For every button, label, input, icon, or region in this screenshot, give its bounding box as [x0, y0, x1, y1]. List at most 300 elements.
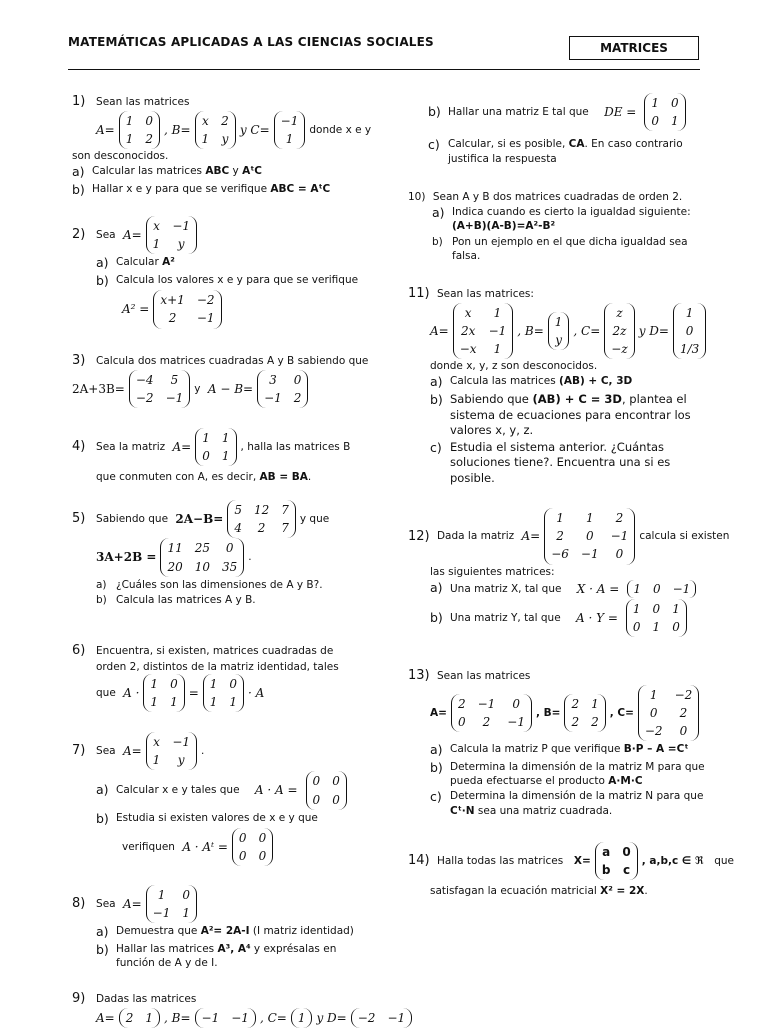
item-text: ¿Cuáles son las dimensiones de A y B?. — [116, 578, 323, 591]
item-text: Una matriz X, tal que — [450, 582, 562, 595]
question-text: . — [644, 885, 648, 898]
matrix — [160, 538, 244, 576]
matrix-label: , C= — [609, 706, 634, 719]
item-text: sistema de ecuaciones para encontrar los — [450, 407, 691, 422]
item-bold: , a,b,c ∈ ℜ — [641, 855, 704, 868]
matrix-label: A= — [122, 228, 142, 243]
question-11 — [408, 285, 708, 486]
item-bold: A³, A⁴ — [217, 943, 251, 956]
matrix-cell: 1 — [157, 888, 166, 902]
item-bold: ABC = AᵗC — [270, 182, 331, 195]
question-text: . — [307, 471, 312, 484]
matrix-cell: 20 — [167, 559, 183, 574]
matrix-cell: −1 — [477, 696, 496, 711]
item-letter: a) — [72, 164, 85, 180]
matrix-cell: x — [153, 735, 160, 749]
question-text: Sean las matrices — [436, 669, 531, 682]
equation-label: 2A−B= — [175, 512, 224, 527]
question-number: 1) — [72, 94, 86, 109]
equation-label: A · Aᵗ = — [182, 839, 228, 854]
item-bold: CA — [568, 138, 585, 151]
matrix-cell: 0 — [293, 372, 302, 387]
matrix-cell: 0 — [332, 792, 340, 807]
matrix-label: , B= — [535, 706, 561, 719]
item-letter: b) — [432, 235, 443, 248]
matrix-cell: 0 — [649, 705, 658, 720]
matrix-label: , C= — [573, 323, 601, 338]
equation-label: = — [188, 685, 199, 700]
matrix-cell: −2 — [196, 293, 215, 308]
matrix-label: A= — [122, 744, 142, 759]
matrix-cell: 2 — [571, 714, 580, 729]
matrix-cell: 0 — [258, 848, 267, 863]
question-8 — [72, 885, 372, 971]
item-bold: (AB) + C, 3D — [559, 375, 633, 388]
matrix-cell: 7 — [281, 521, 289, 536]
question-number: 12) — [408, 528, 430, 544]
question-number: 13) — [408, 668, 430, 683]
matrix-cell: 1/3 — [679, 341, 700, 356]
question-9 — [72, 990, 406, 1028]
item-letter: c) — [430, 789, 442, 805]
matrix-cell: 10 — [194, 559, 211, 574]
item-text: Una matriz Y, tal que — [450, 612, 561, 625]
matrix — [143, 674, 184, 712]
matrix — [627, 580, 696, 598]
matrix-cell: −1 — [172, 735, 191, 749]
question-number: 2) — [72, 227, 86, 243]
matrix-cell: 0 — [685, 323, 694, 338]
question-12 — [408, 508, 730, 637]
item-letter: b) — [430, 609, 443, 625]
matrix-cell: 2 — [556, 529, 564, 544]
matrix-cell: 0 — [585, 529, 594, 544]
item-text: verifiquen — [122, 840, 175, 853]
matrix — [604, 303, 634, 360]
item-text: Indica cuando es cierto la igualdad siguiente: — [452, 206, 691, 219]
matrix-cell: 12 — [253, 503, 270, 517]
question-number: 11) — [408, 286, 430, 301]
matrix-cell: 1 — [152, 237, 161, 252]
matrix-cell: 0 — [457, 714, 466, 729]
matrix-cell: 2 — [679, 705, 688, 720]
matrix-label: , B= — [164, 1010, 191, 1025]
question-text: y — [194, 382, 201, 395]
item-text: justifica la respuesta — [448, 152, 557, 165]
matrix-cell: −1 — [580, 547, 599, 562]
matrix-cell: −2 — [644, 723, 663, 738]
matrix-label: y C= — [239, 122, 270, 137]
matrix-cell: −1 — [507, 714, 525, 729]
equation-label: 3A+2B = — [96, 550, 157, 565]
matrix-cell: −1 — [610, 529, 629, 544]
matrix-cell: 1 — [493, 305, 502, 320]
question-text: que — [96, 686, 116, 699]
matrix — [351, 1008, 412, 1028]
section-box — [569, 36, 699, 60]
matrix — [548, 312, 570, 350]
matrix-cell: 1 — [221, 449, 230, 464]
equation-label: DE = — [604, 105, 637, 120]
matrix-cell: x — [464, 305, 472, 320]
item-text: Calcular x e y tales que — [116, 784, 240, 797]
matrix-label: A= — [430, 323, 449, 338]
matrix-cell: 5 — [170, 372, 179, 387]
matrix-cell: 0 — [671, 96, 679, 110]
matrix-cell: −1 — [672, 581, 691, 596]
equation-label: · A — [248, 685, 265, 700]
matrix — [232, 828, 273, 866]
matrix-cell: −x — [459, 341, 477, 356]
equation-label: A · — [123, 685, 140, 700]
matrix-cell: 1 — [651, 96, 659, 110]
matrix-cell: 1 — [182, 906, 191, 921]
matrix-cell: 1 — [152, 753, 161, 768]
question-number: 3) — [72, 353, 86, 368]
matrix-cell: 5 — [234, 503, 242, 517]
item-letter: b) — [96, 593, 107, 606]
item-bold: B·P – A =Cᵗ — [623, 743, 689, 756]
matrix — [291, 1008, 313, 1028]
question-text: son desconocidos. — [72, 149, 169, 162]
question-number: 7) — [72, 743, 86, 759]
matrix-cell: 0 — [652, 581, 661, 596]
equation-label: 2A+3B= — [72, 381, 125, 396]
matrix-cell: −1 — [201, 1010, 220, 1025]
item-text: Hallar las matrices — [116, 943, 218, 956]
matrix-cell: 1 — [170, 694, 178, 709]
matrix-cell: 1 — [145, 1010, 154, 1025]
matrix-cell: 1 — [202, 431, 210, 445]
matrix-cell: −2 — [135, 390, 154, 405]
matrix-label: A= — [122, 897, 142, 912]
item-bold: X² = 2X — [600, 885, 645, 898]
question-1 — [72, 93, 372, 199]
item-text: Demuestra que — [116, 925, 201, 938]
matrix — [544, 508, 635, 565]
question-3 — [72, 352, 372, 408]
equation-label: A · Y = — [576, 611, 618, 626]
matrix-cell: 1 — [554, 314, 563, 329]
question-text: Sabiendo que — [96, 513, 169, 526]
item-letter: a) — [96, 578, 107, 591]
matrix-cell: −4 — [135, 372, 154, 387]
matrix — [644, 93, 685, 131]
header-divider — [68, 69, 700, 70]
matrix-cell: 0 — [145, 113, 154, 128]
question-text: Calcula dos matrices cuadradas A y B sabiendo que — [96, 354, 369, 367]
question-number: 6) — [72, 643, 86, 658]
matrix — [146, 885, 197, 923]
matrix-cell: b — [601, 863, 611, 878]
matrix — [119, 1008, 160, 1028]
matrix-cell: 1 — [285, 131, 294, 146]
matrix-cell: 0 — [238, 830, 247, 845]
matrix — [203, 674, 244, 712]
question-number: 10) — [408, 191, 426, 203]
matrix-cell: 0 — [238, 848, 247, 863]
matrix-cell: 1 — [652, 620, 661, 635]
matrix-cell: 0 — [312, 792, 321, 807]
matrix-cell: −1 — [488, 323, 507, 338]
question-text: Sea — [96, 898, 116, 911]
question-text: y que — [299, 513, 330, 526]
question-text: que conmuten con A, es decir, — [96, 471, 260, 484]
item-letter: a) — [96, 255, 109, 271]
item-bold: Cᵗ·N — [450, 804, 475, 817]
matrix-cell: 2 — [145, 131, 154, 146]
matrix-cell: 2 — [482, 714, 491, 729]
section-label: MATRICES — [600, 40, 668, 55]
question-14 — [408, 842, 734, 899]
matrix-cell: 35 — [222, 559, 238, 574]
matrix-cell: 3 — [269, 372, 277, 387]
matrix-cell: 0 — [512, 696, 520, 711]
item-text: Calcular — [116, 256, 163, 269]
question-text: Sean A y B dos matrices cuadradas de orden 2. — [432, 191, 683, 203]
matrix-cell: −1 — [264, 390, 282, 405]
question-text: donde x e y — [309, 123, 372, 136]
matrix-cell: −1 — [196, 311, 215, 326]
question-text: , halla las matrices B — [240, 441, 351, 454]
matrix-cell: 2 — [125, 1010, 134, 1025]
matrix — [451, 694, 532, 732]
matrix — [195, 111, 236, 149]
matrix-cell: 1 — [671, 114, 679, 129]
matrix — [257, 370, 308, 408]
item-bold: (AB) + C = 3D — [532, 392, 622, 407]
item-text: Estudia si existen valores de x e y que — [116, 811, 318, 824]
matrix-cell: 1 — [209, 694, 218, 709]
matrix — [453, 303, 514, 360]
question-13 — [408, 667, 708, 818]
question-text: donde x, y, z son desconocidos. — [430, 360, 598, 373]
matrix-cell: 1 — [556, 511, 564, 525]
matrix-cell: 2 — [221, 113, 229, 128]
question-text: Sea — [96, 229, 116, 242]
matrix-label: , C= — [259, 1010, 287, 1025]
question-text: calcula si existen — [639, 530, 730, 543]
matrix-cell: 1 — [649, 687, 658, 702]
matrix-cell: 2 — [257, 521, 266, 536]
item-bold: ABC — [205, 165, 230, 178]
matrix-cell: 2 — [571, 696, 580, 711]
item-text: . En caso contrario — [584, 138, 683, 151]
matrix-cell: 0 — [202, 449, 210, 464]
matrix-cell: 1 — [150, 676, 159, 691]
matrix-cell: 2 — [615, 511, 624, 525]
matrix-cell: 0 — [672, 620, 680, 635]
matrix-cell: 0 — [225, 541, 234, 556]
matrix-cell: 0 — [332, 774, 340, 789]
item-bold: A·M·C — [608, 775, 643, 788]
question-text: Encuentra, si existen, matrices cuadradas de — [96, 644, 334, 657]
matrix-label: , B= — [517, 323, 544, 338]
matrix-cell: 0 — [651, 114, 659, 129]
matrix — [673, 303, 706, 360]
item-letter: b) — [96, 942, 109, 958]
matrix-cell: −1 — [165, 390, 184, 405]
matrix-cell: −1 — [387, 1010, 406, 1025]
question-10 — [408, 190, 708, 263]
item-letter: a) — [96, 924, 109, 940]
question-7 — [72, 732, 372, 866]
matrix-cell: x+1 — [160, 293, 185, 308]
matrix-label: A= — [96, 122, 115, 137]
matrix-cell: −1 — [280, 113, 299, 128]
matrix — [153, 290, 221, 328]
matrix-cell: 0 — [229, 676, 238, 691]
item-text: Calcula las matrices A y B. — [116, 593, 256, 606]
item-letter: b) — [430, 392, 443, 408]
item-text: Hallar una matriz E tal que — [448, 106, 589, 119]
matrix-cell: 1 — [493, 341, 502, 356]
question-text: Dadas las matrices — [96, 992, 197, 1005]
question-4 — [72, 428, 372, 485]
matrix-cell: 25 — [194, 541, 211, 556]
item-bold: AB = BA — [259, 471, 308, 484]
matrix — [195, 1008, 256, 1028]
item-letter: b) — [72, 181, 85, 197]
item-text: Estudia el sistema anterior. ¿Cuántas — [450, 439, 665, 454]
matrix — [146, 732, 197, 770]
matrix-cell: 0 — [615, 547, 624, 562]
item-text: pueda efectuarse el producto — [450, 775, 609, 788]
matrix-cell: −2 — [674, 687, 693, 702]
question-number: 9) — [72, 991, 86, 1006]
question-text: Sea — [96, 745, 116, 758]
matrix-label: A= — [172, 440, 192, 455]
matrix-cell: 1 — [150, 694, 159, 709]
matrix-label: y D= — [638, 323, 669, 338]
equation-label: A − B= — [207, 381, 254, 396]
item-letter: a) — [430, 374, 443, 390]
item-text: Calcula los valores x e y para que se verifique — [116, 274, 359, 287]
matrix-cell: 1 — [672, 601, 680, 616]
question-text: Sea la matriz — [96, 441, 166, 454]
question-text: Sean las matrices — [96, 95, 190, 108]
question-6 — [72, 642, 372, 712]
question-number: 5) — [72, 511, 86, 527]
question-text: las siguientes matrices: — [430, 565, 555, 578]
item-text: , plantea el — [621, 392, 687, 407]
item-text: Calcular, si es posible, — [448, 138, 569, 151]
matrix-cell: 2 — [168, 311, 177, 326]
matrix-cell: y — [221, 131, 229, 146]
item-text: Calcular las matrices — [92, 165, 206, 178]
equation-label: A · A = — [254, 783, 298, 798]
matrix-cell: 1 — [221, 431, 230, 445]
matrix-cell: 0 — [622, 845, 631, 859]
matrix — [227, 500, 296, 538]
item-text: falsa. — [452, 249, 481, 262]
item-text: sea una matriz cuadrada. — [474, 804, 613, 817]
matrix-cell: 2 — [591, 714, 599, 729]
matrix-cell: 2 — [457, 696, 466, 711]
item-text: Pon un ejemplo en el que dicha igualdad sea — [452, 235, 688, 248]
item-text: función de A y de I. — [116, 957, 218, 970]
matrix-cell: 0 — [170, 676, 178, 691]
matrix-cell: 7 — [281, 503, 289, 517]
question-text: que — [714, 855, 734, 868]
matrix — [595, 842, 638, 880]
matrix-label: A= — [430, 706, 447, 719]
matrix-cell: 1 — [125, 113, 134, 128]
question-text: orden 2, distintos de la matriz identidad, tales — [96, 660, 339, 673]
item-text: Determina la dimensión de la matriz M para que — [450, 760, 705, 773]
item-bold: A² — [162, 256, 175, 269]
matrix — [564, 694, 605, 732]
question-5: 5) Sabiendo que 2A−B= 5 12 7 4 2 7 y que 3A+2B = 11 25 0 20 10 35 . a) ¿Cuáles son las dimensiones de A y B?. b) Calcula las matrices A y B. — [72, 500, 372, 607]
matrix-cell: x — [153, 219, 160, 233]
item-text: Sabiendo que — [450, 392, 533, 407]
item-letter: b) — [428, 103, 441, 119]
item-letter: a) — [432, 205, 445, 221]
matrix-label: X= — [573, 855, 591, 868]
matrix-cell: 0 — [258, 830, 267, 845]
matrix-cell: 1 — [229, 694, 238, 709]
matrix-label: , B= — [164, 122, 191, 137]
matrix-cell: 1 — [201, 131, 210, 146]
matrix-cell: 1 — [209, 676, 218, 691]
question-text: Halla todas las matrices — [436, 855, 564, 868]
matrix-cell: 0 — [632, 620, 641, 635]
matrix-cell: 1 — [297, 1010, 306, 1025]
item-letter: c) — [428, 137, 440, 153]
matrix-cell: 1 — [585, 511, 594, 525]
matrix-cell: 1 — [633, 581, 641, 596]
matrix-cell: −1 — [152, 906, 171, 921]
item-letter: a) — [430, 742, 443, 758]
matrix-cell: 4 — [234, 521, 242, 536]
matrix — [146, 216, 197, 254]
matrix-cell: −1 — [231, 1010, 249, 1025]
item-text: Hallar x e y para que se verifique — [92, 182, 271, 195]
equation-label: X · A = — [576, 581, 620, 596]
item-text: y — [229, 165, 243, 178]
matrix — [638, 685, 699, 742]
question-number: 14) — [408, 853, 430, 869]
matrix-cell: 1 — [632, 601, 641, 616]
matrix-cell: 2 — [293, 390, 302, 405]
matrix-cell: 2x — [460, 323, 476, 338]
item-bold: (A+B)(A-B)=A²-B² — [452, 220, 556, 233]
item-text: Calcula las matrices — [450, 375, 560, 388]
matrix — [195, 428, 236, 466]
matrix-cell: c — [623, 863, 631, 878]
matrix-cell: 11 — [167, 541, 183, 556]
matrix-cell: 0 — [652, 601, 661, 616]
item-bold: A²= 2A-I — [200, 925, 250, 938]
matrix-cell: z — [616, 305, 623, 320]
matrix-label: A² = — [122, 302, 150, 317]
item-letter: b) — [430, 759, 443, 775]
question-text: . — [201, 745, 205, 758]
item-text: posible. — [450, 470, 495, 485]
item-text: Determina la dimensión de la matriz N para que — [450, 790, 704, 803]
question-number: 4) — [72, 439, 86, 455]
item-text: y exprésalas en — [250, 943, 337, 956]
matrix-label: A= — [96, 1010, 115, 1025]
matrix-cell: 2z — [612, 323, 627, 338]
item-letter: b) — [96, 810, 109, 826]
matrix-cell: y — [555, 332, 562, 347]
item-text: Calcula la matriz P que verifique — [450, 743, 624, 756]
matrix-cell: 1 — [685, 305, 694, 320]
item-text: (I matriz identidad) — [249, 925, 354, 938]
matrix-cell: y — [177, 753, 185, 768]
matrix — [119, 111, 160, 149]
